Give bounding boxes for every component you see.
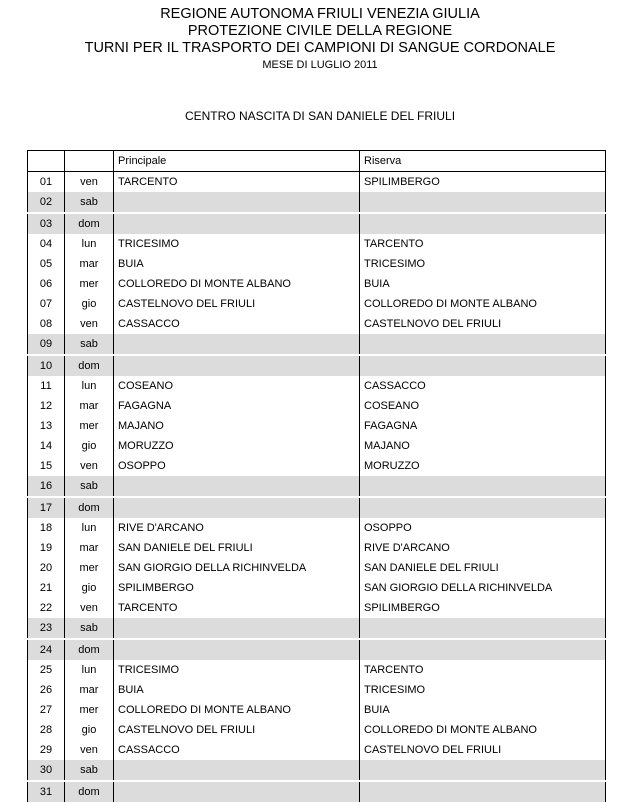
cell-principale: MORUZZO [114, 436, 360, 456]
cell-weekday: gio [65, 436, 114, 456]
cell-riserva: BUIA [360, 700, 606, 720]
cell-day-number: 09 [28, 334, 65, 355]
cell-principale: COLLOREDO DI MONTE ALBANO [114, 700, 360, 720]
header-cell-day [65, 151, 114, 172]
cell-day-number: 08 [28, 314, 65, 334]
cell-weekday: ven [65, 314, 114, 334]
cell-weekday: mer [65, 416, 114, 436]
cell-weekday: sab [65, 192, 114, 213]
header-line-1: REGIONE AUTONOMA FRIULI VENEZIA GIULIA [0, 6, 640, 23]
table-row [28, 396, 606, 416]
cell-day-number: 22 [28, 598, 65, 618]
cell-principale [114, 618, 360, 639]
cell-day-number: 21 [28, 578, 65, 598]
cell-weekday: sab [65, 334, 114, 355]
cell-riserva: COLLOREDO DI MONTE ALBANO [360, 720, 606, 740]
cell-riserva [360, 476, 606, 497]
cell-principale [114, 213, 360, 234]
table-row [28, 355, 606, 376]
cell-principale: SAN GIORGIO DELLA RICHINVELDA [114, 558, 360, 578]
cell-weekday: dom [65, 355, 114, 376]
cell-riserva [360, 760, 606, 781]
cell-day-number: 01 [28, 172, 65, 193]
table-row [28, 334, 606, 355]
header-cell-principale: Principale [114, 151, 360, 172]
cell-weekday: dom [65, 497, 114, 518]
cell-day-number: 18 [28, 518, 65, 538]
cell-riserva: SPILIMBERGO [360, 172, 606, 193]
table-row [28, 558, 606, 578]
table-row [28, 254, 606, 274]
header-month: MESE DI LUGLIO 2011 [0, 59, 640, 71]
cell-weekday: sab [65, 618, 114, 639]
header-cell-num [28, 151, 65, 172]
cell-weekday: lun [65, 234, 114, 254]
cell-riserva: TARCENTO [360, 660, 606, 680]
cell-riserva: TRICESIMO [360, 680, 606, 700]
table-row [28, 192, 606, 213]
cell-principale [114, 497, 360, 518]
centre-title: CENTRO NASCITA DI SAN DANIELE DEL FRIULI [0, 109, 640, 123]
cell-day-number: 15 [28, 456, 65, 476]
cell-principale: COSEANO [114, 376, 360, 396]
cell-riserva [360, 618, 606, 639]
cell-weekday: ven [65, 456, 114, 476]
cell-weekday: mer [65, 558, 114, 578]
cell-weekday: dom [65, 639, 114, 660]
cell-principale: TARCENTO [114, 172, 360, 193]
cell-weekday: ven [65, 598, 114, 618]
cell-day-number: 25 [28, 660, 65, 680]
cell-weekday: mar [65, 680, 114, 700]
cell-day-number: 13 [28, 416, 65, 436]
cell-day-number: 24 [28, 639, 65, 660]
cell-principale: TARCENTO [114, 598, 360, 618]
cell-principale [114, 334, 360, 355]
table-row [28, 720, 606, 740]
cell-riserva: SPILIMBERGO [360, 598, 606, 618]
table-row [28, 680, 606, 700]
cell-riserva [360, 781, 606, 802]
cell-principale [114, 760, 360, 781]
cell-principale: BUIA [114, 254, 360, 274]
cell-riserva [360, 639, 606, 660]
cell-weekday: lun [65, 518, 114, 538]
cell-day-number: 14 [28, 436, 65, 456]
cell-riserva [360, 334, 606, 355]
table-row [28, 518, 606, 538]
cell-riserva: MAJANO [360, 436, 606, 456]
cell-riserva: SAN GIORGIO DELLA RICHINVELDA [360, 578, 606, 598]
cell-day-number: 23 [28, 618, 65, 639]
cell-riserva: TARCENTO [360, 234, 606, 254]
cell-weekday: mer [65, 700, 114, 720]
cell-riserva: SAN DANIELE DEL FRIULI [360, 558, 606, 578]
cell-riserva [360, 497, 606, 518]
cell-day-number: 04 [28, 234, 65, 254]
table-row [28, 598, 606, 618]
header-line-3: TURNI PER IL TRASPORTO DEI CAMPIONI DI SANGUE CORDONALE [0, 40, 640, 57]
cell-principale [114, 781, 360, 802]
cell-weekday: sab [65, 760, 114, 781]
cell-principale [114, 476, 360, 497]
table-row [28, 172, 606, 193]
cell-day-number: 05 [28, 254, 65, 274]
cell-weekday: dom [65, 781, 114, 802]
table-row [28, 416, 606, 436]
cell-day-number: 12 [28, 396, 65, 416]
table-row [28, 274, 606, 294]
cell-principale: OSOPPO [114, 456, 360, 476]
cell-riserva: CASTELNOVO DEL FRIULI [360, 740, 606, 760]
cell-day-number: 02 [28, 192, 65, 213]
shift-table-body [28, 151, 606, 802]
table-row [28, 456, 606, 476]
cell-riserva: CASSACCO [360, 376, 606, 396]
cell-principale: BUIA [114, 680, 360, 700]
cell-weekday: lun [65, 660, 114, 680]
cell-principale: FAGAGNA [114, 396, 360, 416]
cell-day-number: 10 [28, 355, 65, 376]
table-row [28, 294, 606, 314]
cell-day-number: 27 [28, 700, 65, 720]
table-row [28, 476, 606, 497]
cell-weekday: lun [65, 376, 114, 396]
cell-day-number: 26 [28, 680, 65, 700]
table-row [28, 234, 606, 254]
cell-day-number: 17 [28, 497, 65, 518]
cell-day-number: 28 [28, 720, 65, 740]
table-row [28, 781, 606, 802]
cell-principale: MAJANO [114, 416, 360, 436]
table-header-row [28, 151, 606, 172]
cell-riserva: TRICESIMO [360, 254, 606, 274]
cell-principale: COLLOREDO DI MONTE ALBANO [114, 274, 360, 294]
cell-riserva [360, 213, 606, 234]
table-row [28, 213, 606, 234]
table-row [28, 497, 606, 518]
cell-riserva: FAGAGNA [360, 416, 606, 436]
cell-weekday: gio [65, 294, 114, 314]
cell-principale [114, 639, 360, 660]
cell-principale: CASTELNOVO DEL FRIULI [114, 720, 360, 740]
cell-weekday: sab [65, 476, 114, 497]
cell-principale [114, 355, 360, 376]
cell-day-number: 31 [28, 781, 65, 802]
cell-principale: SPILIMBERGO [114, 578, 360, 598]
cell-riserva: CASTELNOVO DEL FRIULI [360, 314, 606, 334]
table-row [28, 618, 606, 639]
cell-day-number: 07 [28, 294, 65, 314]
header-line-2: PROTEZIONE CIVILE DELLA REGIONE [0, 23, 640, 40]
cell-weekday: mar [65, 538, 114, 558]
cell-weekday: mar [65, 396, 114, 416]
cell-day-number: 29 [28, 740, 65, 760]
cell-weekday: ven [65, 740, 114, 760]
cell-riserva: BUIA [360, 274, 606, 294]
table-row [28, 660, 606, 680]
table-row [28, 538, 606, 558]
cell-principale: RIVE D'ARCANO [114, 518, 360, 538]
table-row [28, 436, 606, 456]
cell-day-number: 19 [28, 538, 65, 558]
cell-day-number: 20 [28, 558, 65, 578]
table-row [28, 314, 606, 334]
table-row [28, 740, 606, 760]
cell-weekday: dom [65, 213, 114, 234]
table-row [28, 578, 606, 598]
cell-riserva [360, 355, 606, 376]
cell-principale: SAN DANIELE DEL FRIULI [114, 538, 360, 558]
cell-day-number: 03 [28, 213, 65, 234]
cell-principale: CASTELNOVO DEL FRIULI [114, 294, 360, 314]
cell-riserva: OSOPPO [360, 518, 606, 538]
cell-principale: CASSACCO [114, 314, 360, 334]
cell-riserva: COLLOREDO DI MONTE ALBANO [360, 294, 606, 314]
cell-principale: TRICESIMO [114, 660, 360, 680]
table-row [28, 760, 606, 781]
table-row [28, 376, 606, 396]
cell-day-number: 30 [28, 760, 65, 781]
cell-weekday: ven [65, 172, 114, 193]
cell-weekday: gio [65, 578, 114, 598]
cell-day-number: 11 [28, 376, 65, 396]
cell-principale [114, 192, 360, 213]
cell-riserva: COSEANO [360, 396, 606, 416]
cell-day-number: 06 [28, 274, 65, 294]
cell-principale: TRICESIMO [114, 234, 360, 254]
table-row [28, 700, 606, 720]
cell-riserva [360, 192, 606, 213]
cell-weekday: mar [65, 254, 114, 274]
cell-weekday: gio [65, 720, 114, 740]
cell-day-number: 16 [28, 476, 65, 497]
shift-table [27, 150, 606, 802]
cell-riserva: MORUZZO [360, 456, 606, 476]
cell-weekday: mer [65, 274, 114, 294]
cell-riserva: RIVE D'ARCANO [360, 538, 606, 558]
table-row [28, 639, 606, 660]
header-cell-riserva: Riserva [360, 151, 606, 172]
cell-principale: CASSACCO [114, 740, 360, 760]
